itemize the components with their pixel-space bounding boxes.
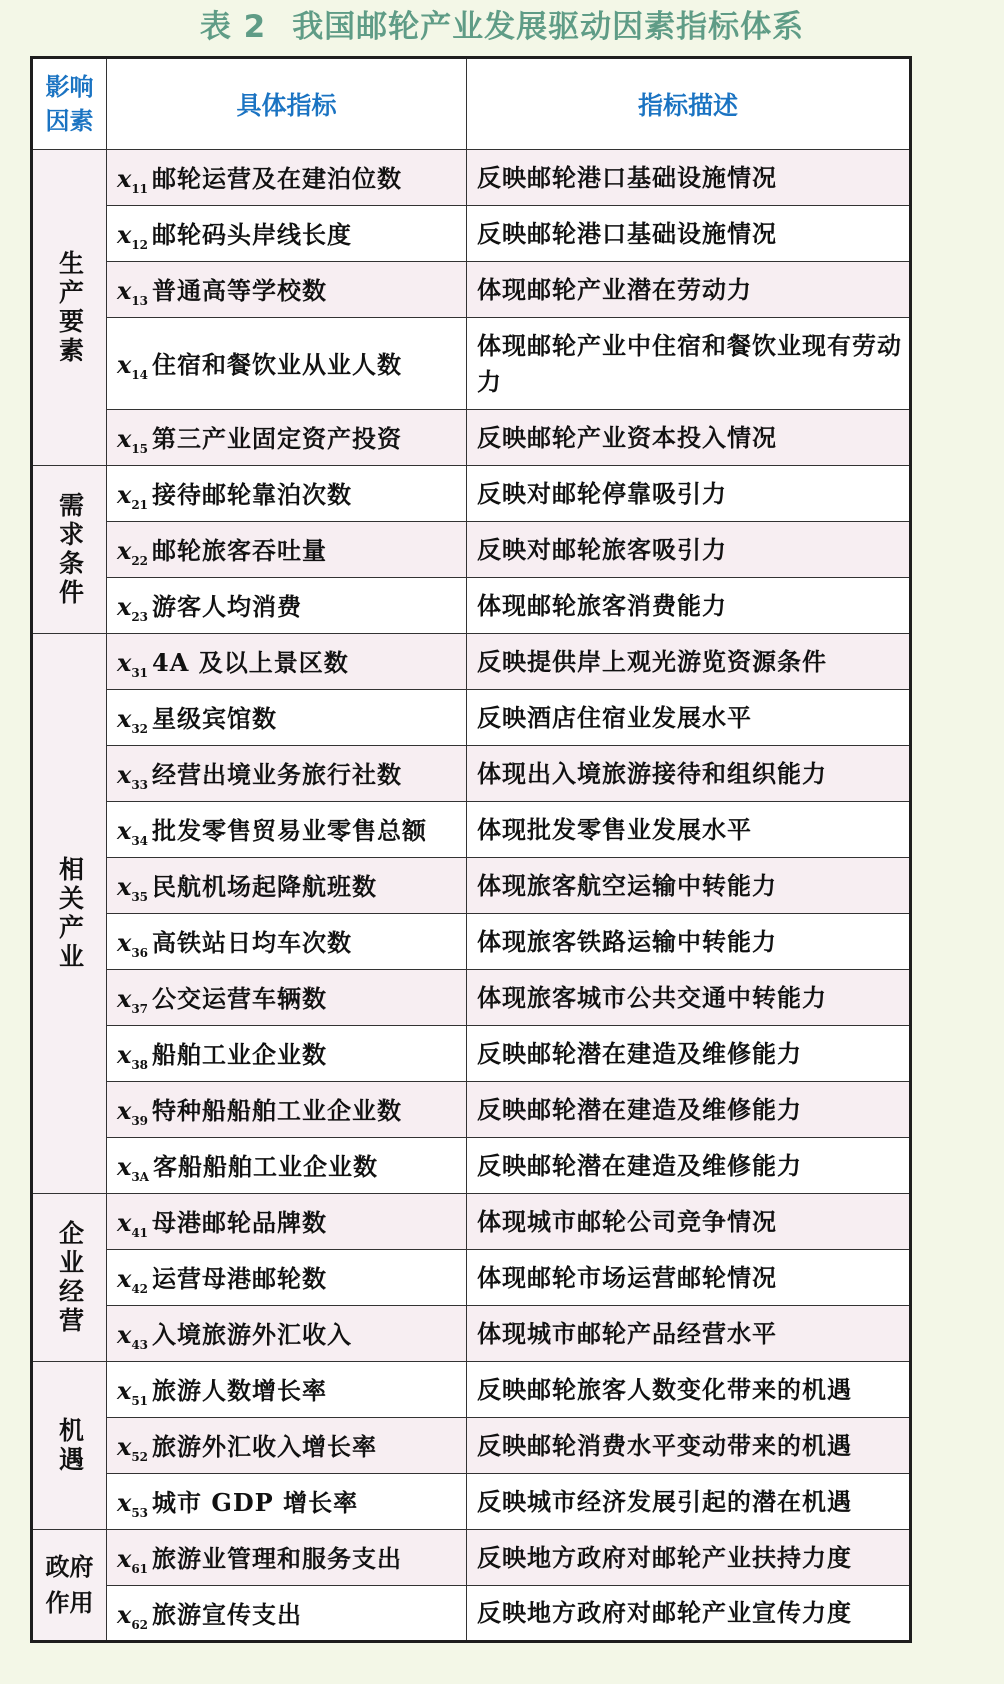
indicator-cell	[107, 746, 467, 802]
indicator-code: $x_{33}$	[117, 760, 149, 792]
indicator-code: $x_{35}$	[117, 872, 149, 904]
indicator-name: 客船船舶工业企业数	[152, 1152, 378, 1182]
indicator-code: $x_{52}$	[117, 1432, 149, 1464]
description-cell	[467, 1418, 911, 1474]
indicator-name: 旅游业管理和服务支出	[152, 1544, 403, 1574]
description-cell	[467, 522, 911, 578]
description-cell	[467, 1026, 911, 1082]
table-body	[32, 150, 911, 1642]
factor-cell	[32, 1194, 107, 1362]
header-indicator: 具体指标	[107, 58, 467, 150]
indicator-code-subscript: 61	[131, 1561, 149, 1576]
indicator-cell	[107, 262, 467, 318]
indicator-code-subscript: 43	[131, 1337, 149, 1352]
description-cell	[467, 1306, 911, 1362]
indicator-name: 旅游宣传支出	[152, 1599, 303, 1629]
indicator-description: 反映地方政府对邮轮产业扶持力度	[477, 1542, 852, 1572]
indicator-cell	[107, 466, 467, 522]
description-cell	[467, 206, 911, 262]
indicator-code: $x_{22}$	[117, 536, 149, 568]
description-cell	[467, 914, 911, 970]
indicator-name: 民航机场起降航班数	[152, 872, 378, 902]
indicator-name: 住宿和餐饮业从业人数	[152, 350, 403, 380]
indicator-description: 体现城市邮轮产品经营水平	[477, 1318, 777, 1348]
indicator-code: $x_{15}$	[117, 424, 149, 456]
table-number: 表 2	[199, 9, 267, 45]
indicator-description: 体现邮轮产业中住宿和餐饮业现有劳动力	[477, 330, 902, 396]
description-cell	[467, 1586, 911, 1642]
factor-label: 政府	[45, 1552, 94, 1581]
indicator-code: $x_{31}$	[117, 648, 149, 680]
indicator-description: 体现批发零售业发展水平	[477, 814, 752, 844]
indicator-cell	[107, 206, 467, 262]
indicator-cell	[107, 802, 467, 858]
indicator-name: 第三产业固定资产投资	[152, 424, 403, 454]
table-row	[32, 1530, 911, 1586]
indicator-description: 体现邮轮产业潜在劳动力	[477, 274, 752, 304]
indicator-description: 体现旅客铁路运输中转能力	[477, 926, 777, 956]
factor-label: 企业经营	[55, 1219, 85, 1336]
table-caption: 我国邮轮产业发展驱动因素指标体系	[292, 9, 805, 45]
table-row	[32, 262, 911, 318]
indicator-cell	[107, 578, 467, 634]
factor-label: 机遇	[55, 1416, 85, 1475]
indicator-cell	[107, 914, 467, 970]
description-cell	[467, 466, 911, 522]
description-cell	[467, 970, 911, 1026]
indicator-code-subscript: 51	[131, 1393, 149, 1408]
factor-cell	[32, 466, 107, 634]
indicator-name: 批发零售贸易业零售总额	[152, 816, 428, 846]
indicator-name: 旅游外汇收入增长率	[152, 1432, 378, 1462]
indicator-code: $x_{34}$	[117, 816, 149, 848]
indicator-cell	[107, 522, 467, 578]
indicator-description: 反映邮轮产业资本投入情况	[477, 422, 777, 452]
indicator-description: 体现邮轮市场运营邮轮情况	[477, 1262, 777, 1292]
indicator-code: $x_{38}$	[117, 1040, 149, 1072]
indicator-name: 4A 及以上景区数	[152, 648, 349, 678]
indicator-cell	[107, 1362, 467, 1418]
factor-label: 需求条件	[55, 491, 85, 608]
indicator-description: 反映邮轮潜在建造及维修能力	[477, 1038, 802, 1068]
indicator-cell	[107, 318, 467, 410]
description-cell	[467, 1138, 911, 1194]
indicator-code: $x_{23}$	[117, 592, 149, 624]
indicator-code-subscript: 36	[131, 945, 149, 960]
indicator-code: $x_{14}$	[117, 350, 149, 382]
indicator-description: 反映地方政府对邮轮产业宣传力度	[477, 1598, 852, 1627]
indicator-name: 普通高等学校数	[152, 276, 328, 306]
table-row	[32, 522, 911, 578]
table-title	[0, 2, 1004, 52]
factor-cell	[32, 634, 107, 1194]
factor-label: 作用	[45, 1588, 94, 1617]
indicator-name: 邮轮旅客吞吐量	[152, 536, 328, 566]
indicator-code-subscript: 3A	[131, 1169, 149, 1184]
description-cell	[467, 802, 911, 858]
description-cell	[467, 410, 911, 466]
indicator-name: 特种船船舶工业企业数	[152, 1096, 403, 1126]
indicator-description: 反映邮轮消费水平变动带来的机遇	[477, 1430, 852, 1460]
indicator-code-subscript: 21	[131, 497, 149, 512]
table-row	[32, 1306, 911, 1362]
table-row	[32, 1082, 911, 1138]
indicator-description: 反映酒店住宿业发展水平	[477, 702, 752, 732]
indicator-cell	[107, 1194, 467, 1250]
table-row	[32, 802, 911, 858]
indicator-description: 反映对邮轮停靠吸引力	[477, 478, 727, 508]
indicator-cell	[107, 858, 467, 914]
description-cell	[467, 1194, 911, 1250]
indicator-description: 体现旅客城市公共交通中转能力	[477, 982, 827, 1012]
indicator-name: 城市 GDP 增长率	[152, 1488, 359, 1518]
indicator-code-subscript: 42	[131, 1281, 149, 1296]
indicator-name: 邮轮运营及在建泊位数	[152, 164, 403, 194]
indicator-description: 反映邮轮港口基础设施情况	[477, 162, 777, 192]
header-factor	[32, 58, 107, 150]
indicator-name: 旅游人数增长率	[152, 1376, 328, 1406]
indicator-code: $x_{61}$	[117, 1544, 149, 1576]
table-row	[32, 1194, 911, 1250]
description-cell	[467, 262, 911, 318]
indicator-cell	[107, 1474, 467, 1530]
indicator-code-subscript: 12	[131, 237, 149, 252]
indicator-cell	[107, 970, 467, 1026]
indicator-name: 经营出境业务旅行社数	[152, 760, 403, 790]
indicator-cell	[107, 1530, 467, 1586]
indicator-code-subscript: 53	[131, 1505, 149, 1520]
indicator-cell	[107, 150, 467, 206]
indicator-name: 船舶工业企业数	[152, 1040, 328, 1070]
indicator-description: 反映对邮轮旅客吸引力	[477, 534, 727, 564]
indicator-description: 反映邮轮潜在建造及维修能力	[477, 1150, 802, 1180]
indicator-cell	[107, 1586, 467, 1642]
description-cell	[467, 1530, 911, 1586]
factor-cell	[32, 1530, 107, 1642]
table-row	[32, 466, 911, 522]
indicator-code-subscript: 14	[131, 367, 149, 382]
table-row	[32, 1418, 911, 1474]
indicator-code-subscript: 22	[131, 553, 149, 568]
description-cell	[467, 634, 911, 690]
indicator-code: $x_{21}$	[117, 480, 149, 512]
description-cell	[467, 858, 911, 914]
indicator-cell	[107, 1138, 467, 1194]
table-row	[32, 970, 911, 1026]
indicator-table	[30, 56, 912, 1643]
description-cell	[467, 1362, 911, 1418]
description-cell	[467, 578, 911, 634]
indicator-code-subscript: 52	[131, 1449, 149, 1464]
indicator-code: $x_{12}$	[117, 220, 149, 252]
indicator-code-subscript: 32	[131, 721, 149, 736]
description-cell	[467, 690, 911, 746]
description-cell	[467, 1474, 911, 1530]
indicator-code: $x_{62}$	[117, 1599, 149, 1632]
indicator-code-subscript: 13	[131, 293, 149, 308]
indicator-cell	[107, 1250, 467, 1306]
indicator-description: 反映邮轮旅客人数变化带来的机遇	[477, 1374, 852, 1404]
table-row	[32, 1362, 911, 1418]
indicator-code: $x_{32}$	[117, 704, 149, 736]
indicator-code-subscript: 31	[131, 665, 149, 680]
indicator-cell	[107, 410, 467, 466]
table-row	[32, 410, 911, 466]
indicator-cell	[107, 1418, 467, 1474]
indicator-code: $x_{13}$	[117, 276, 149, 308]
indicator-code-subscript: 38	[131, 1057, 149, 1072]
indicator-description: 反映邮轮港口基础设施情况	[477, 218, 777, 248]
indicator-name: 入境旅游外汇收入	[152, 1320, 353, 1350]
table-row	[32, 150, 911, 206]
indicator-code: $x_{43}$	[117, 1320, 149, 1352]
indicator-description: 反映城市经济发展引起的潜在机遇	[477, 1486, 852, 1516]
header-row	[32, 58, 911, 150]
indicator-name: 公交运营车辆数	[152, 984, 328, 1014]
indicator-code-subscript: 37	[131, 1001, 149, 1016]
indicator-cell	[107, 1026, 467, 1082]
description-cell	[467, 318, 911, 410]
indicator-name: 星级宾馆数	[152, 704, 278, 734]
table-row	[32, 206, 911, 262]
table-row	[32, 858, 911, 914]
indicator-code: $x_{42}$	[117, 1264, 149, 1296]
indicator-code: $x_{41}$	[117, 1208, 149, 1240]
table-row	[32, 1250, 911, 1306]
indicator-code: $x_{51}$	[117, 1376, 149, 1408]
header-description: 指标描述	[467, 58, 911, 150]
indicator-code-subscript: 41	[131, 1225, 149, 1240]
indicator-cell	[107, 1306, 467, 1362]
indicator-code: $x_{37}$	[117, 984, 149, 1016]
indicator-code: $x_{11}$	[117, 164, 149, 196]
table-row	[32, 1474, 911, 1530]
indicator-description: 体现城市邮轮公司竞争情况	[477, 1206, 777, 1236]
table-row	[32, 746, 911, 802]
table-row	[32, 1586, 911, 1642]
indicator-name: 接待邮轮靠泊次数	[152, 480, 353, 510]
indicator-name: 母港邮轮品牌数	[152, 1208, 328, 1238]
indicator-code-subscript: 11	[131, 181, 149, 196]
indicator-code-subscript: 39	[131, 1113, 149, 1128]
description-cell	[467, 746, 911, 802]
table-row	[32, 318, 911, 410]
indicator-description: 反映提供岸上观光游览资源条件	[477, 646, 827, 676]
indicator-name: 高铁站日均车次数	[152, 928, 353, 958]
indicator-code: $x_{39}$	[117, 1096, 149, 1128]
indicator-description: 体现旅客航空运输中转能力	[477, 870, 777, 900]
factor-label: 相关产业	[55, 855, 85, 972]
indicator-name: 游客人均消费	[152, 592, 303, 622]
description-cell	[467, 1082, 911, 1138]
indicator-code: $x_{3A}$	[117, 1152, 149, 1184]
table-row	[32, 690, 911, 746]
indicator-code-subscript: 15	[131, 441, 149, 456]
indicator-code: $x_{53}$	[117, 1488, 149, 1520]
indicator-code: $x_{36}$	[117, 928, 149, 960]
table-row	[32, 914, 911, 970]
indicator-cell	[107, 690, 467, 746]
indicator-code-subscript: 33	[131, 777, 149, 792]
factor-label: 生产要素	[55, 249, 85, 366]
table-row	[32, 1138, 911, 1194]
table-row	[32, 1026, 911, 1082]
factor-cell	[32, 1362, 107, 1530]
indicator-code-subscript: 23	[131, 609, 149, 624]
indicator-description: 体现邮轮旅客消费能力	[477, 590, 727, 620]
indicator-description: 体现出入境旅游接待和组织能力	[477, 758, 827, 788]
indicator-cell	[107, 1082, 467, 1138]
table-row	[32, 578, 911, 634]
indicator-cell	[107, 634, 467, 690]
indicator-code-subscript: 35	[131, 889, 149, 904]
table-row	[32, 634, 911, 690]
header-factor-line: 因素	[45, 107, 94, 135]
indicator-code-subscript: 62	[131, 1617, 149, 1632]
description-cell	[467, 150, 911, 206]
indicator-description: 反映邮轮潜在建造及维修能力	[477, 1094, 802, 1124]
factor-cell	[32, 150, 107, 466]
indicator-name: 运营母港邮轮数	[152, 1264, 328, 1294]
description-cell	[467, 1250, 911, 1306]
indicator-code-subscript: 34	[131, 833, 149, 848]
header-factor-line: 影响	[45, 73, 94, 101]
indicator-name: 邮轮码头岸线长度	[152, 220, 353, 250]
